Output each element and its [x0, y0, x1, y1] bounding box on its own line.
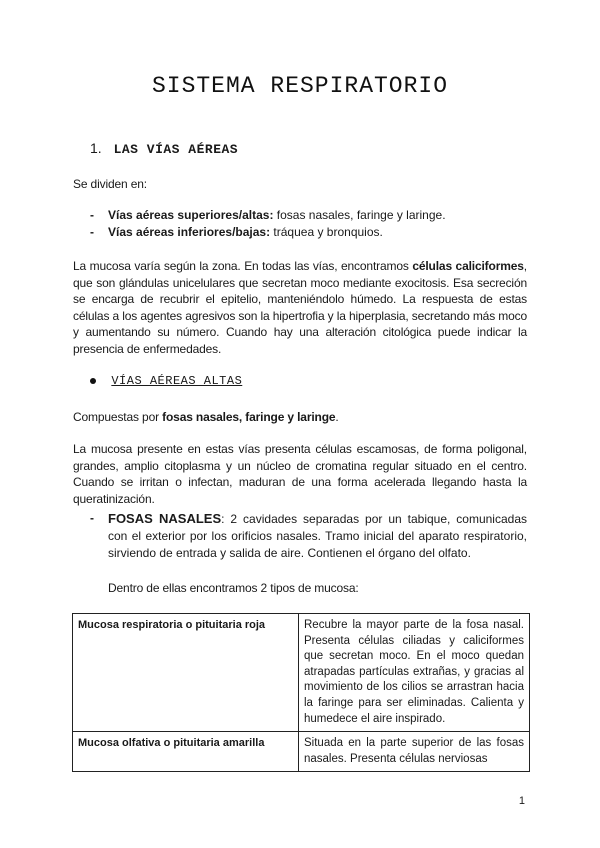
composed-after: . — [335, 410, 339, 424]
table-cell-name: Mucosa olfativa o pituitaria amarilla — [73, 732, 299, 772]
dash-bullet: - — [90, 208, 94, 222]
division-label: Vías aéreas inferiores/bajas: — [108, 225, 271, 239]
intro-text: Se dividen en: — [73, 177, 147, 191]
mucosa-text-after: , que son glándulas unicelulares que secretan moco mediante exocitosis. Esa secreción se encarga de recubrir el epitelio, manteniéndolo húmedo. La respuesta de estas células a los agentes agresivos son la hipertrofia y la hiperplasia, secretando más moco y aumentando su número. Cuando hay una alteración citológica puede indicar la presencia de enfermedades. — [73, 259, 527, 356]
table-row — [73, 614, 530, 732]
section-title: LAS VÍAS AÉREAS — [113, 142, 239, 157]
upper-mucosa-paragraph: La mucosa presente en estas vías presenta células escamosas, de forma poligonal, grandes, amplio citoplasma y un núcleo de cromatina regular situado en el centro. Cuando se irritan o infectan, maduran de una forma acelerada llegando hasta la queratinización. — [73, 442, 527, 506]
mucosa-text-bold: células caliciformes — [412, 259, 524, 273]
division-text: fosas nasales, faringe y laringe. — [273, 208, 446, 222]
mucosa-table — [72, 613, 530, 772]
page-number: 1 — [518, 795, 525, 807]
mucosa-types-intro: Dentro de ellas encontramos 2 tipos de mucosa: — [108, 581, 359, 595]
division-text: tráquea y bronquios. — [270, 225, 383, 239]
bullet-dot-icon — [90, 378, 96, 384]
fosas-label: FOSAS NASALES — [108, 511, 222, 526]
section-number: 1. — [90, 140, 102, 156]
table-row — [73, 732, 530, 772]
composed-before: Compuestas por — [73, 410, 163, 424]
list-item — [90, 207, 530, 224]
mucosa-paragraph — [73, 258, 527, 358]
page-title: SISTEMA RESPIRATORIO — [151, 73, 449, 99]
table-cell-description: Situada en la parte superior de las fosas nasales. Presenta células nerviosas — [299, 732, 530, 772]
dash-bullet: - — [90, 511, 94, 525]
subsection-title: VÍAS AÉREAS ALTAS — [111, 374, 243, 388]
divisions-list — [90, 207, 530, 241]
section-heading — [90, 140, 238, 157]
composed-bold: fosas nasales, faringe y laringe — [162, 410, 336, 424]
fosas-text: : 2 cavidades separadas por un tabique, comunicadas con el exterior por los orificios nasales. Tramo inicial del aparato respiratorio, sirviendo de entrada y salida de aire. Contienen el órgano del olfato. — [108, 512, 527, 560]
dash-bullet: - — [90, 225, 94, 239]
list-item — [90, 224, 530, 241]
composed-text — [73, 409, 527, 426]
mucosa-text-before: La mucosa varía según la zona. En todas las vías, encontramos — [73, 259, 413, 273]
subsection-heading — [90, 373, 242, 388]
division-label: Vías aéreas superiores/altas: — [108, 208, 274, 222]
fosas-nasales-item — [90, 510, 527, 562]
table-cell-name: Mucosa respiratoria o pituitaria roja — [73, 614, 299, 732]
table-cell-description: Recubre la mayor parte de la fosa nasal. Presenta células ciliadas y caliciformes que secretan moco. En el moco quedan atrapadas partículas extrañas, y gracias al movimiento de los cilios se arrastran hacia la faringe para ser eliminadas. Calienta y humedece el aire inspirado. — [299, 614, 530, 732]
